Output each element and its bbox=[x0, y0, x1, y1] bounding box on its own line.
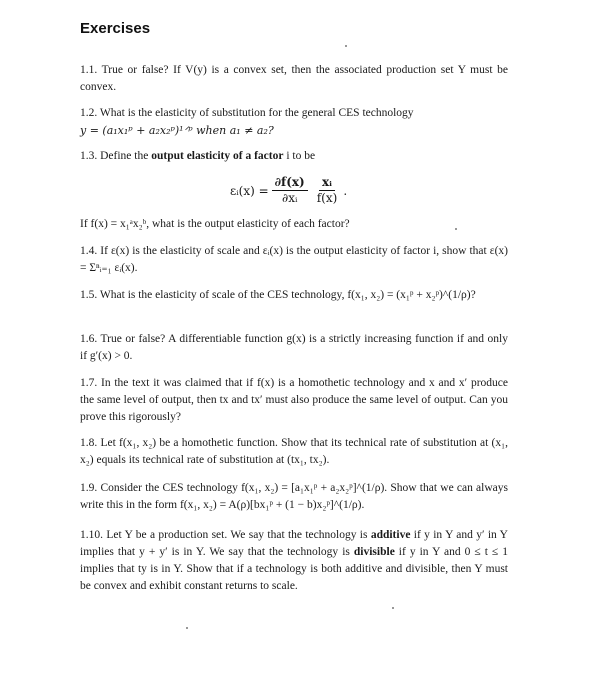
scan-speck bbox=[392, 607, 394, 609]
exercise-1-5: 1.5. What is the elasticity of scale of the CES technology, f(x₁, x₂) = (x₁ᵖ + x₂ᵖ)^(1/ρ)? bbox=[80, 289, 476, 301]
formula-period: . bbox=[343, 183, 348, 198]
exercise-1-3-suffix: i to be bbox=[283, 150, 316, 162]
exercise-1-2-line1: 1.2. What is the elasticity of substitution for the general CES technology bbox=[80, 107, 414, 119]
scan-speck bbox=[455, 228, 457, 230]
exercise-1-8: 1.8. Let f(x₁, x₂) be a homothetic function. Show that its technical rate of substitution at (x₁, x₂) equals its technical rate of substitution at (tx₁, tx₂). bbox=[80, 437, 508, 466]
fraction-2-denominator: f(x) bbox=[316, 191, 338, 205]
fraction-1-numerator: ∂f(x) bbox=[272, 175, 308, 191]
output-elasticity-formula bbox=[230, 175, 347, 206]
page-title: Exercises bbox=[80, 20, 151, 37]
scan-speck bbox=[186, 627, 188, 629]
exercise-1-3-question: If f(x) = x₁ᵃx₂ᵇ, what is the output elasticity of each factor? bbox=[80, 218, 350, 230]
fraction-1-denominator: ∂xᵢ bbox=[281, 191, 298, 205]
exercise-1-3-term: output elasticity of a factor bbox=[151, 150, 284, 162]
exercise-1-6: 1.6. True or false? A differentiable function g(x) is a strictly increasing function if and only if g′(x) > 0. bbox=[80, 333, 508, 362]
formula-fraction-2 bbox=[314, 175, 341, 206]
exercise-1-10 bbox=[80, 527, 508, 595]
exercise-1-10-part-a: 1.10. Let Y be a production set. We say that the technology is bbox=[80, 529, 371, 541]
exercise-1-10-part-e: if y in Y and 0 ≤ t ≤ 1 implies that ty is in Y. Show that if a technology is both additive and divisible, then Y must be convex and exhibit constant returns to scale. bbox=[80, 546, 509, 592]
fraction-2-numerator: xᵢ bbox=[319, 175, 335, 191]
scan-speck bbox=[345, 45, 347, 47]
term-additive: additive bbox=[370, 529, 411, 541]
exercise-1-2-line2: y = (a₁x₁ᵖ + a₂x₂ᵖ)¹ᐟᵖ when a₁ ≠ a₂? bbox=[80, 124, 274, 137]
formula-lhs: εᵢ(x) = bbox=[230, 183, 269, 198]
exercise-1-1: 1.1. True or false? If V(y) is a convex set, then the associated production set Y must be convex. bbox=[80, 64, 508, 93]
exercise-1-4: 1.4. If ε(x) is the elasticity of scale and εᵢ(x) is the output elasticity of factor i, show that ε(x) = Σⁿᵢ₌₁ εᵢ(x). bbox=[80, 245, 508, 274]
term-divisible: divisible bbox=[353, 546, 395, 558]
exercise-1-3 bbox=[80, 148, 508, 165]
exercise-1-2 bbox=[80, 105, 508, 139]
exercise-1-3-prefix: 1.3. Define the bbox=[80, 150, 152, 162]
exercise-1-10-part-c: if y in Y and y′ in Y implies that y + y′ is in Y. We say that the technology is bbox=[80, 529, 508, 558]
exercise-1-7: 1.7. In the text it was claimed that if f(x) is a homothetic technology and x and x′ produce the same level of output, then tx and tx′ must also produce the same level of output. Can you prove this rigorously? bbox=[80, 377, 508, 423]
exercise-1-9: 1.9. Consider the CES technology f(x₁, x₂) = [a₁x₁ᵖ + a₂x₂ᵖ]^(1/ρ). Show that we can always write this in the form f(x₁, x₂) = A(ρ)[bx₁ᵖ + (1 − b)x₂ᵖ]^(1/ρ). bbox=[80, 482, 508, 511]
formula-fraction-1 bbox=[272, 175, 308, 206]
